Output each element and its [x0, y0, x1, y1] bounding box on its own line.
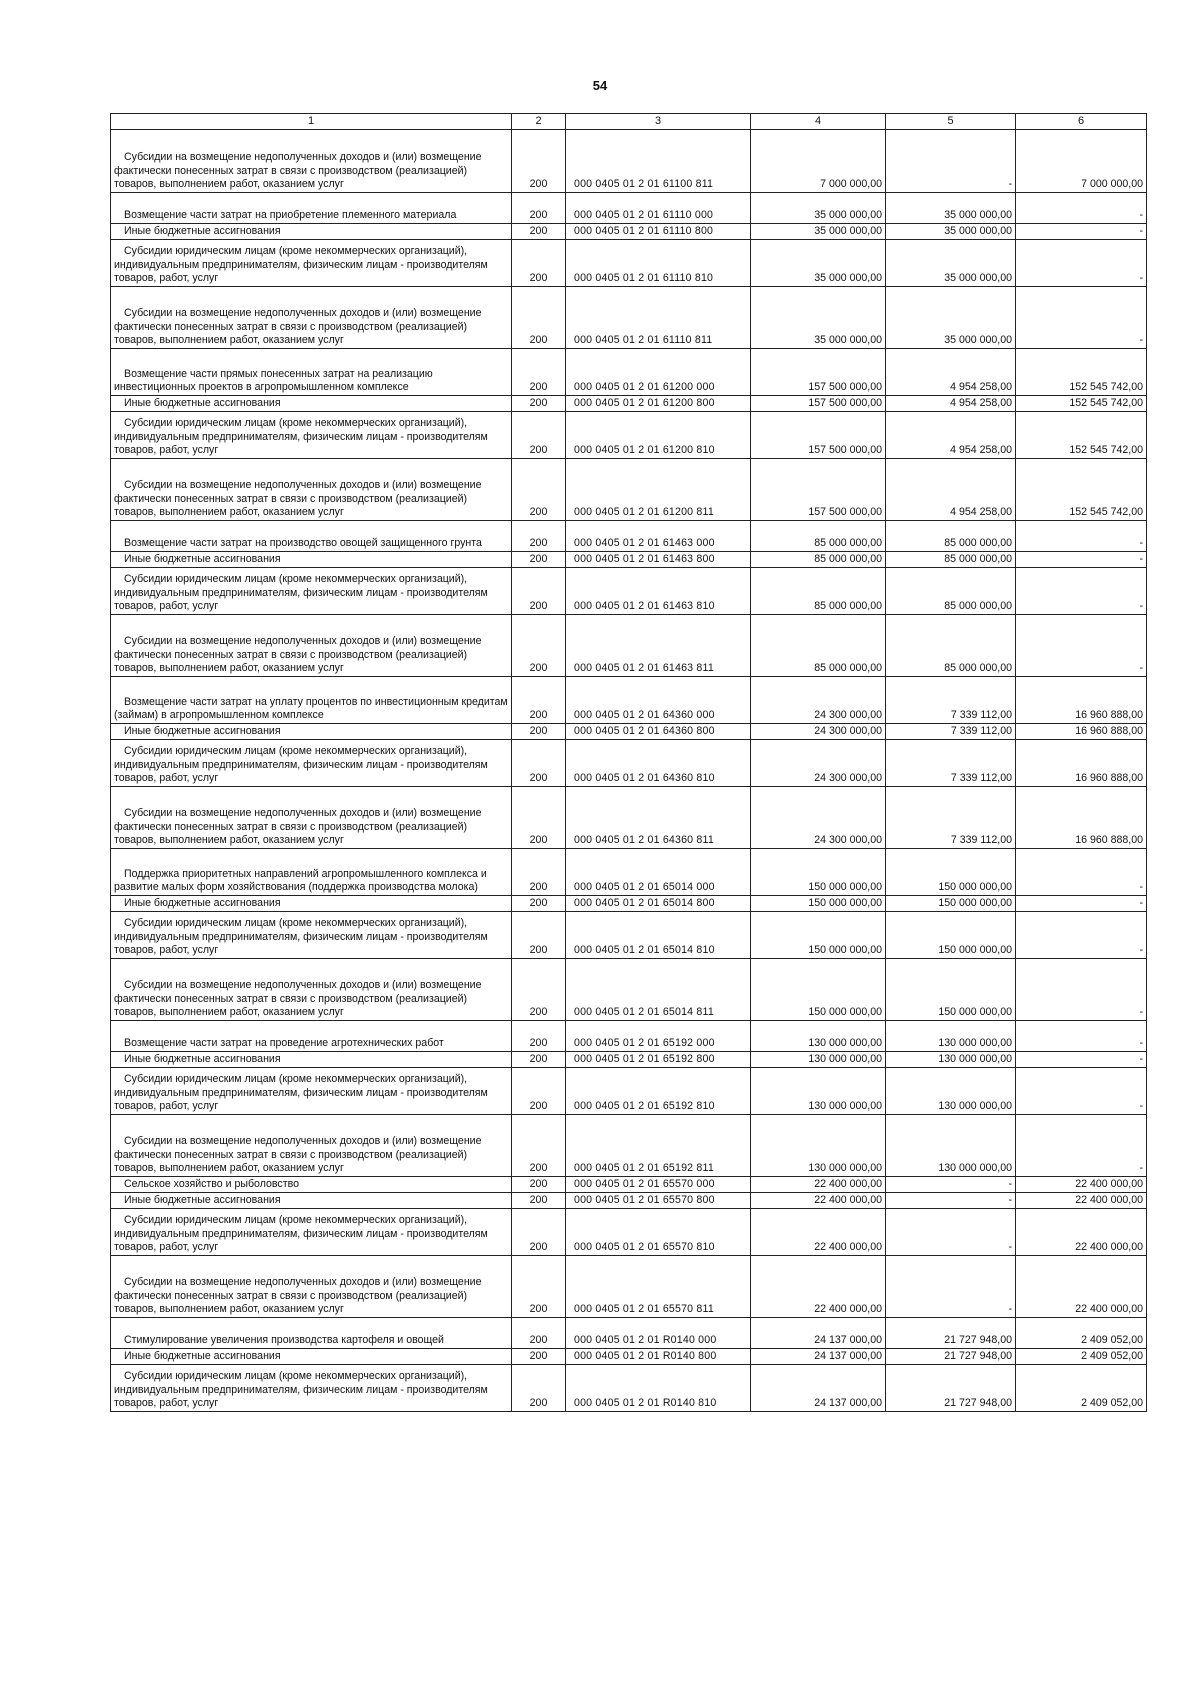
column-header: 3	[566, 114, 751, 130]
table-row	[111, 1068, 1147, 1115]
row-code: 200	[512, 240, 566, 287]
row-value-5: -	[886, 1256, 1016, 1318]
row-name: Стимулирование увеличения производства картофеля и овощей	[111, 1318, 512, 1349]
table-row	[111, 1052, 1147, 1068]
row-kbk: 000 0405 01 2 01 61463 800	[566, 552, 751, 568]
row-kbk: 000 0405 01 2 01 65014 800	[566, 896, 751, 912]
row-value-6: -	[1016, 224, 1147, 240]
row-name: Иные бюджетные ассигнования	[111, 224, 512, 240]
row-value-5: 7 339 112,00	[886, 677, 1016, 724]
row-name: Сельское хозяйство и рыболовство	[111, 1177, 512, 1193]
row-kbk: 000 0405 01 2 01 R0140 800	[566, 1349, 751, 1365]
row-value-4: 24 137 000,00	[751, 1318, 886, 1349]
row-name: Иные бюджетные ассигнования	[111, 396, 512, 412]
row-value-4: 24 300 000,00	[751, 724, 886, 740]
row-kbk: 000 0405 01 2 01 65192 810	[566, 1068, 751, 1115]
row-kbk: 000 0405 01 2 01 65014 000	[566, 849, 751, 896]
row-value-6: 16 960 888,00	[1016, 740, 1147, 787]
page-number: 54	[592, 78, 608, 93]
table-row	[111, 193, 1147, 224]
row-kbk: 000 0405 01 2 01 61100 811	[566, 130, 751, 193]
table-row	[111, 1318, 1147, 1349]
row-kbk: 000 0405 01 2 01 65192 811	[566, 1115, 751, 1177]
row-value-4: 85 000 000,00	[751, 615, 886, 677]
row-value-4: 85 000 000,00	[751, 521, 886, 552]
table-row	[111, 615, 1147, 677]
row-value-6: 2 409 052,00	[1016, 1318, 1147, 1349]
table-row	[111, 1256, 1147, 1318]
row-kbk: 000 0405 01 2 01 65014 811	[566, 959, 751, 1021]
row-value-4: 22 400 000,00	[751, 1256, 886, 1318]
row-value-4: 130 000 000,00	[751, 1021, 886, 1052]
row-value-6: -	[1016, 287, 1147, 349]
row-code: 200	[512, 130, 566, 193]
row-code: 200	[512, 677, 566, 724]
row-value-6: 22 400 000,00	[1016, 1256, 1147, 1318]
row-code: 200	[512, 1349, 566, 1365]
row-kbk: 000 0405 01 2 01 65014 810	[566, 912, 751, 959]
row-kbk: 000 0405 01 2 01 64360 000	[566, 677, 751, 724]
row-kbk: 000 0405 01 2 01 61463 811	[566, 615, 751, 677]
table-row	[111, 459, 1147, 521]
row-name: Субсидии на возмещение недополученных доходов и (или) возмещение фактически понесенных затрат в связи с производством (реализацией) товаров, выполнением работ, оказанием услуг	[111, 959, 512, 1021]
row-name: Субсидии на возмещение недополученных доходов и (или) возмещение фактически понесенных затрат в связи с производством (реализацией) товаров, выполнением работ, оказанием услуг	[111, 787, 512, 849]
row-value-6: -	[1016, 521, 1147, 552]
row-value-6: -	[1016, 896, 1147, 912]
row-name: Возмещение части затрат на уплату процентов по инвестиционным кредитам (займам) в агропромышленном комплексе	[111, 677, 512, 724]
row-name: Иные бюджетные ассигнования	[111, 1052, 512, 1068]
row-value-4: 7 000 000,00	[751, 130, 886, 193]
row-value-5: 85 000 000,00	[886, 552, 1016, 568]
row-kbk: 000 0405 01 2 01 65192 800	[566, 1052, 751, 1068]
row-code: 200	[512, 459, 566, 521]
row-value-5: 35 000 000,00	[886, 224, 1016, 240]
row-value-5: 150 000 000,00	[886, 896, 1016, 912]
row-value-4: 150 000 000,00	[751, 959, 886, 1021]
row-value-6: 152 545 742,00	[1016, 412, 1147, 459]
row-value-5: 35 000 000,00	[886, 240, 1016, 287]
table-row	[111, 1349, 1147, 1365]
row-value-6: 152 545 742,00	[1016, 459, 1147, 521]
row-kbk: 000 0405 01 2 01 65570 811	[566, 1256, 751, 1318]
table-row	[111, 1177, 1147, 1193]
row-code: 200	[512, 349, 566, 396]
row-kbk: 000 0405 01 2 01 65570 800	[566, 1193, 751, 1209]
row-value-4: 157 500 000,00	[751, 396, 886, 412]
row-code: 200	[512, 287, 566, 349]
row-name: Субсидии на возмещение недополученных доходов и (или) возмещение фактически понесенных затрат в связи с производством (реализацией) товаров, выполнением работ, оказанием услуг	[111, 287, 512, 349]
row-kbk: 000 0405 01 2 01 61463 000	[566, 521, 751, 552]
row-value-5: 35 000 000,00	[886, 193, 1016, 224]
table-row	[111, 568, 1147, 615]
row-value-5: -	[886, 1177, 1016, 1193]
row-name: Возмещение части прямых понесенных затрат на реализацию инвестиционных проектов в агропромышленном комплексе	[111, 349, 512, 396]
row-value-4: 157 500 000,00	[751, 412, 886, 459]
row-value-4: 24 137 000,00	[751, 1365, 886, 1412]
row-value-6: 2 409 052,00	[1016, 1365, 1147, 1412]
table-header-row	[111, 114, 1147, 130]
row-kbk: 000 0405 01 2 01 61200 810	[566, 412, 751, 459]
row-name: Иные бюджетные ассигнования	[111, 724, 512, 740]
row-value-5: -	[886, 1209, 1016, 1256]
table-row	[111, 349, 1147, 396]
table-row	[111, 896, 1147, 912]
table-row	[111, 1209, 1147, 1256]
row-value-4: 35 000 000,00	[751, 224, 886, 240]
row-code: 200	[512, 521, 566, 552]
column-header: 1	[111, 114, 512, 130]
row-value-4: 150 000 000,00	[751, 896, 886, 912]
row-value-5: 4 954 258,00	[886, 396, 1016, 412]
row-value-6: 152 545 742,00	[1016, 349, 1147, 396]
row-value-5: 130 000 000,00	[886, 1068, 1016, 1115]
row-kbk: 000 0405 01 2 01 65570 000	[566, 1177, 751, 1193]
table-row	[111, 912, 1147, 959]
row-value-4: 24 300 000,00	[751, 740, 886, 787]
row-value-4: 24 300 000,00	[751, 787, 886, 849]
row-kbk: 000 0405 01 2 01 61110 800	[566, 224, 751, 240]
row-value-6: -	[1016, 912, 1147, 959]
row-value-4: 35 000 000,00	[751, 193, 886, 224]
row-value-6: -	[1016, 1115, 1147, 1177]
row-value-5: 35 000 000,00	[886, 287, 1016, 349]
table-row	[111, 1115, 1147, 1177]
row-name: Субсидии на возмещение недополученных доходов и (или) возмещение фактически понесенных затрат в связи с производством (реализацией) товаров, выполнением работ, оказанием услуг	[111, 1115, 512, 1177]
row-code: 200	[512, 1052, 566, 1068]
row-name: Субсидии на возмещение недополученных доходов и (или) возмещение фактически понесенных затрат в связи с производством (реализацией) товаров, выполнением работ, оказанием услуг	[111, 459, 512, 521]
row-code: 200	[512, 724, 566, 740]
row-value-4: 130 000 000,00	[751, 1115, 886, 1177]
row-kbk: 000 0405 01 2 01 61463 810	[566, 568, 751, 615]
row-kbk: 000 0405 01 2 01 61110 811	[566, 287, 751, 349]
row-code: 200	[512, 193, 566, 224]
table-row	[111, 724, 1147, 740]
row-kbk: 000 0405 01 2 01 64360 800	[566, 724, 751, 740]
row-value-4: 22 400 000,00	[751, 1177, 886, 1193]
row-value-4: 157 500 000,00	[751, 349, 886, 396]
row-value-5: -	[886, 130, 1016, 193]
row-kbk: 000 0405 01 2 01 65570 810	[566, 1209, 751, 1256]
row-value-5: 150 000 000,00	[886, 959, 1016, 1021]
row-name: Субсидии юридическим лицам (кроме некоммерческих организаций), индивидуальным предпринимателям, физическим лицам - производителям товаров, работ, услуг	[111, 1209, 512, 1256]
row-value-6: -	[1016, 240, 1147, 287]
row-value-4: 130 000 000,00	[751, 1068, 886, 1115]
row-value-4: 24 300 000,00	[751, 677, 886, 724]
row-code: 200	[512, 849, 566, 896]
row-name: Поддержка приоритетных направлений агропромышленного комплекса и развитие малых форм хозяйствования (поддержка производства молока)	[111, 849, 512, 896]
row-value-6: -	[1016, 615, 1147, 677]
table-row	[111, 130, 1147, 193]
row-name: Субсидии на возмещение недополученных доходов и (или) возмещение фактически понесенных затрат в связи с производством (реализацией) товаров, выполнением работ, оказанием услуг	[111, 615, 512, 677]
row-code: 200	[512, 1021, 566, 1052]
table-row	[111, 287, 1147, 349]
row-code: 200	[512, 1209, 566, 1256]
row-kbk: 000 0405 01 2 01 65192 000	[566, 1021, 751, 1052]
row-value-6: -	[1016, 552, 1147, 568]
row-value-5: 21 727 948,00	[886, 1349, 1016, 1365]
table-row	[111, 552, 1147, 568]
row-value-4: 35 000 000,00	[751, 240, 886, 287]
row-value-5: 85 000 000,00	[886, 568, 1016, 615]
row-value-5: 130 000 000,00	[886, 1052, 1016, 1068]
row-value-6: -	[1016, 1068, 1147, 1115]
row-code: 200	[512, 959, 566, 1021]
row-code: 200	[512, 912, 566, 959]
table-row	[111, 396, 1147, 412]
row-name: Иные бюджетные ассигнования	[111, 552, 512, 568]
row-code: 200	[512, 1318, 566, 1349]
row-value-5: 21 727 948,00	[886, 1318, 1016, 1349]
row-value-6: -	[1016, 1052, 1147, 1068]
row-code: 200	[512, 552, 566, 568]
row-name: Субсидии на возмещение недополученных доходов и (или) возмещение фактически понесенных затрат в связи с производством (реализацией) товаров, выполнением работ, оказанием услуг	[111, 130, 512, 193]
row-code: 200	[512, 1068, 566, 1115]
row-value-4: 157 500 000,00	[751, 459, 886, 521]
row-value-5: -	[886, 1193, 1016, 1209]
row-value-5: 150 000 000,00	[886, 849, 1016, 896]
row-kbk: 000 0405 01 2 01 R0140 810	[566, 1365, 751, 1412]
row-value-6: 22 400 000,00	[1016, 1209, 1147, 1256]
row-code: 200	[512, 1365, 566, 1412]
row-kbk: 000 0405 01 2 01 61200 800	[566, 396, 751, 412]
table-row	[111, 521, 1147, 552]
row-value-4: 22 400 000,00	[751, 1193, 886, 1209]
row-value-6: -	[1016, 568, 1147, 615]
row-kbk: 000 0405 01 2 01 61110 000	[566, 193, 751, 224]
row-value-5: 150 000 000,00	[886, 912, 1016, 959]
row-kbk: 000 0405 01 2 01 61200 811	[566, 459, 751, 521]
table-row	[111, 240, 1147, 287]
row-code: 200	[512, 615, 566, 677]
row-name: Субсидии юридическим лицам (кроме некоммерческих организаций), индивидуальным предпринимателям, физическим лицам - производителям товаров, работ, услуг	[111, 1068, 512, 1115]
row-code: 200	[512, 224, 566, 240]
row-value-5: 4 954 258,00	[886, 349, 1016, 396]
table-row	[111, 1365, 1147, 1412]
row-code: 200	[512, 396, 566, 412]
row-name: Иные бюджетные ассигнования	[111, 896, 512, 912]
row-value-5: 21 727 948,00	[886, 1365, 1016, 1412]
row-value-5: 7 339 112,00	[886, 787, 1016, 849]
budget-table	[110, 113, 1147, 1412]
row-value-6: -	[1016, 193, 1147, 224]
row-name: Субсидии на возмещение недополученных доходов и (или) возмещение фактически понесенных затрат в связи с производством (реализацией) товаров, выполнением работ, оказанием услуг	[111, 1256, 512, 1318]
table-row	[111, 412, 1147, 459]
table-row	[111, 787, 1147, 849]
row-value-4: 24 137 000,00	[751, 1349, 886, 1365]
column-header: 5	[886, 114, 1016, 130]
row-code: 200	[512, 1256, 566, 1318]
row-value-4: 130 000 000,00	[751, 1052, 886, 1068]
row-name: Субсидии юридическим лицам (кроме некоммерческих организаций), индивидуальным предпринимателям, физическим лицам - производителям товаров, работ, услуг	[111, 740, 512, 787]
row-value-4: 85 000 000,00	[751, 552, 886, 568]
row-code: 200	[512, 568, 566, 615]
row-value-5: 7 339 112,00	[886, 740, 1016, 787]
row-kbk: 000 0405 01 2 01 61200 000	[566, 349, 751, 396]
row-value-4: 85 000 000,00	[751, 568, 886, 615]
row-value-5: 130 000 000,00	[886, 1021, 1016, 1052]
row-value-5: 4 954 258,00	[886, 412, 1016, 459]
row-value-5: 4 954 258,00	[886, 459, 1016, 521]
row-value-5: 85 000 000,00	[886, 615, 1016, 677]
row-value-6: 22 400 000,00	[1016, 1193, 1147, 1209]
row-name: Иные бюджетные ассигнования	[111, 1349, 512, 1365]
row-value-5: 7 339 112,00	[886, 724, 1016, 740]
row-value-4: 35 000 000,00	[751, 287, 886, 349]
row-name: Субсидии юридическим лицам (кроме некоммерческих организаций), индивидуальным предпринимателям, физическим лицам - производителям товаров, работ, услуг	[111, 912, 512, 959]
row-code: 200	[512, 896, 566, 912]
row-value-6: 16 960 888,00	[1016, 677, 1147, 724]
table-row	[111, 740, 1147, 787]
row-value-6: -	[1016, 959, 1147, 1021]
row-value-4: 150 000 000,00	[751, 849, 886, 896]
row-value-6: 7 000 000,00	[1016, 130, 1147, 193]
row-name: Возмещение части затрат на производство овощей защищенного грунта	[111, 521, 512, 552]
row-kbk: 000 0405 01 2 01 64360 810	[566, 740, 751, 787]
table-row	[111, 1193, 1147, 1209]
row-value-4: 22 400 000,00	[751, 1209, 886, 1256]
row-name: Субсидии юридическим лицам (кроме некоммерческих организаций), индивидуальным предпринимателям, физическим лицам - производителям товаров, работ, услуг	[111, 568, 512, 615]
row-kbk: 000 0405 01 2 01 64360 811	[566, 787, 751, 849]
row-name: Возмещение части затрат на приобретение племенного материала	[111, 193, 512, 224]
row-value-6: 22 400 000,00	[1016, 1177, 1147, 1193]
row-value-6: -	[1016, 849, 1147, 896]
row-code: 200	[512, 787, 566, 849]
row-code: 200	[512, 412, 566, 459]
row-code: 200	[512, 740, 566, 787]
table-row	[111, 959, 1147, 1021]
row-name: Субсидии юридическим лицам (кроме некоммерческих организаций), индивидуальным предпринимателям, физическим лицам - производителям товаров, работ, услуг	[111, 412, 512, 459]
row-name: Иные бюджетные ассигнования	[111, 1193, 512, 1209]
row-value-6: 16 960 888,00	[1016, 787, 1147, 849]
table-row	[111, 224, 1147, 240]
row-value-6: -	[1016, 1021, 1147, 1052]
row-code: 200	[512, 1115, 566, 1177]
column-header: 4	[751, 114, 886, 130]
table-row	[111, 1021, 1147, 1052]
row-value-6: 152 545 742,00	[1016, 396, 1147, 412]
column-header: 6	[1016, 114, 1147, 130]
row-name: Субсидии юридическим лицам (кроме некоммерческих организаций), индивидуальным предпринимателям, физическим лицам - производителям товаров, работ, услуг	[111, 1365, 512, 1412]
row-name: Возмещение части затрат на проведение агротехнических работ	[111, 1021, 512, 1052]
row-kbk: 000 0405 01 2 01 R0140 000	[566, 1318, 751, 1349]
row-value-5: 85 000 000,00	[886, 521, 1016, 552]
row-kbk: 000 0405 01 2 01 61110 810	[566, 240, 751, 287]
table-row	[111, 849, 1147, 896]
row-value-6: 2 409 052,00	[1016, 1349, 1147, 1365]
column-header: 2	[512, 114, 566, 130]
row-code: 200	[512, 1193, 566, 1209]
row-code: 200	[512, 1177, 566, 1193]
row-name: Субсидии юридическим лицам (кроме некоммерческих организаций), индивидуальным предпринимателям, физическим лицам - производителям товаров, работ, услуг	[111, 240, 512, 287]
row-value-6: 16 960 888,00	[1016, 724, 1147, 740]
table-row	[111, 677, 1147, 724]
table-body	[111, 130, 1147, 1412]
row-value-4: 150 000 000,00	[751, 912, 886, 959]
row-value-5: 130 000 000,00	[886, 1115, 1016, 1177]
